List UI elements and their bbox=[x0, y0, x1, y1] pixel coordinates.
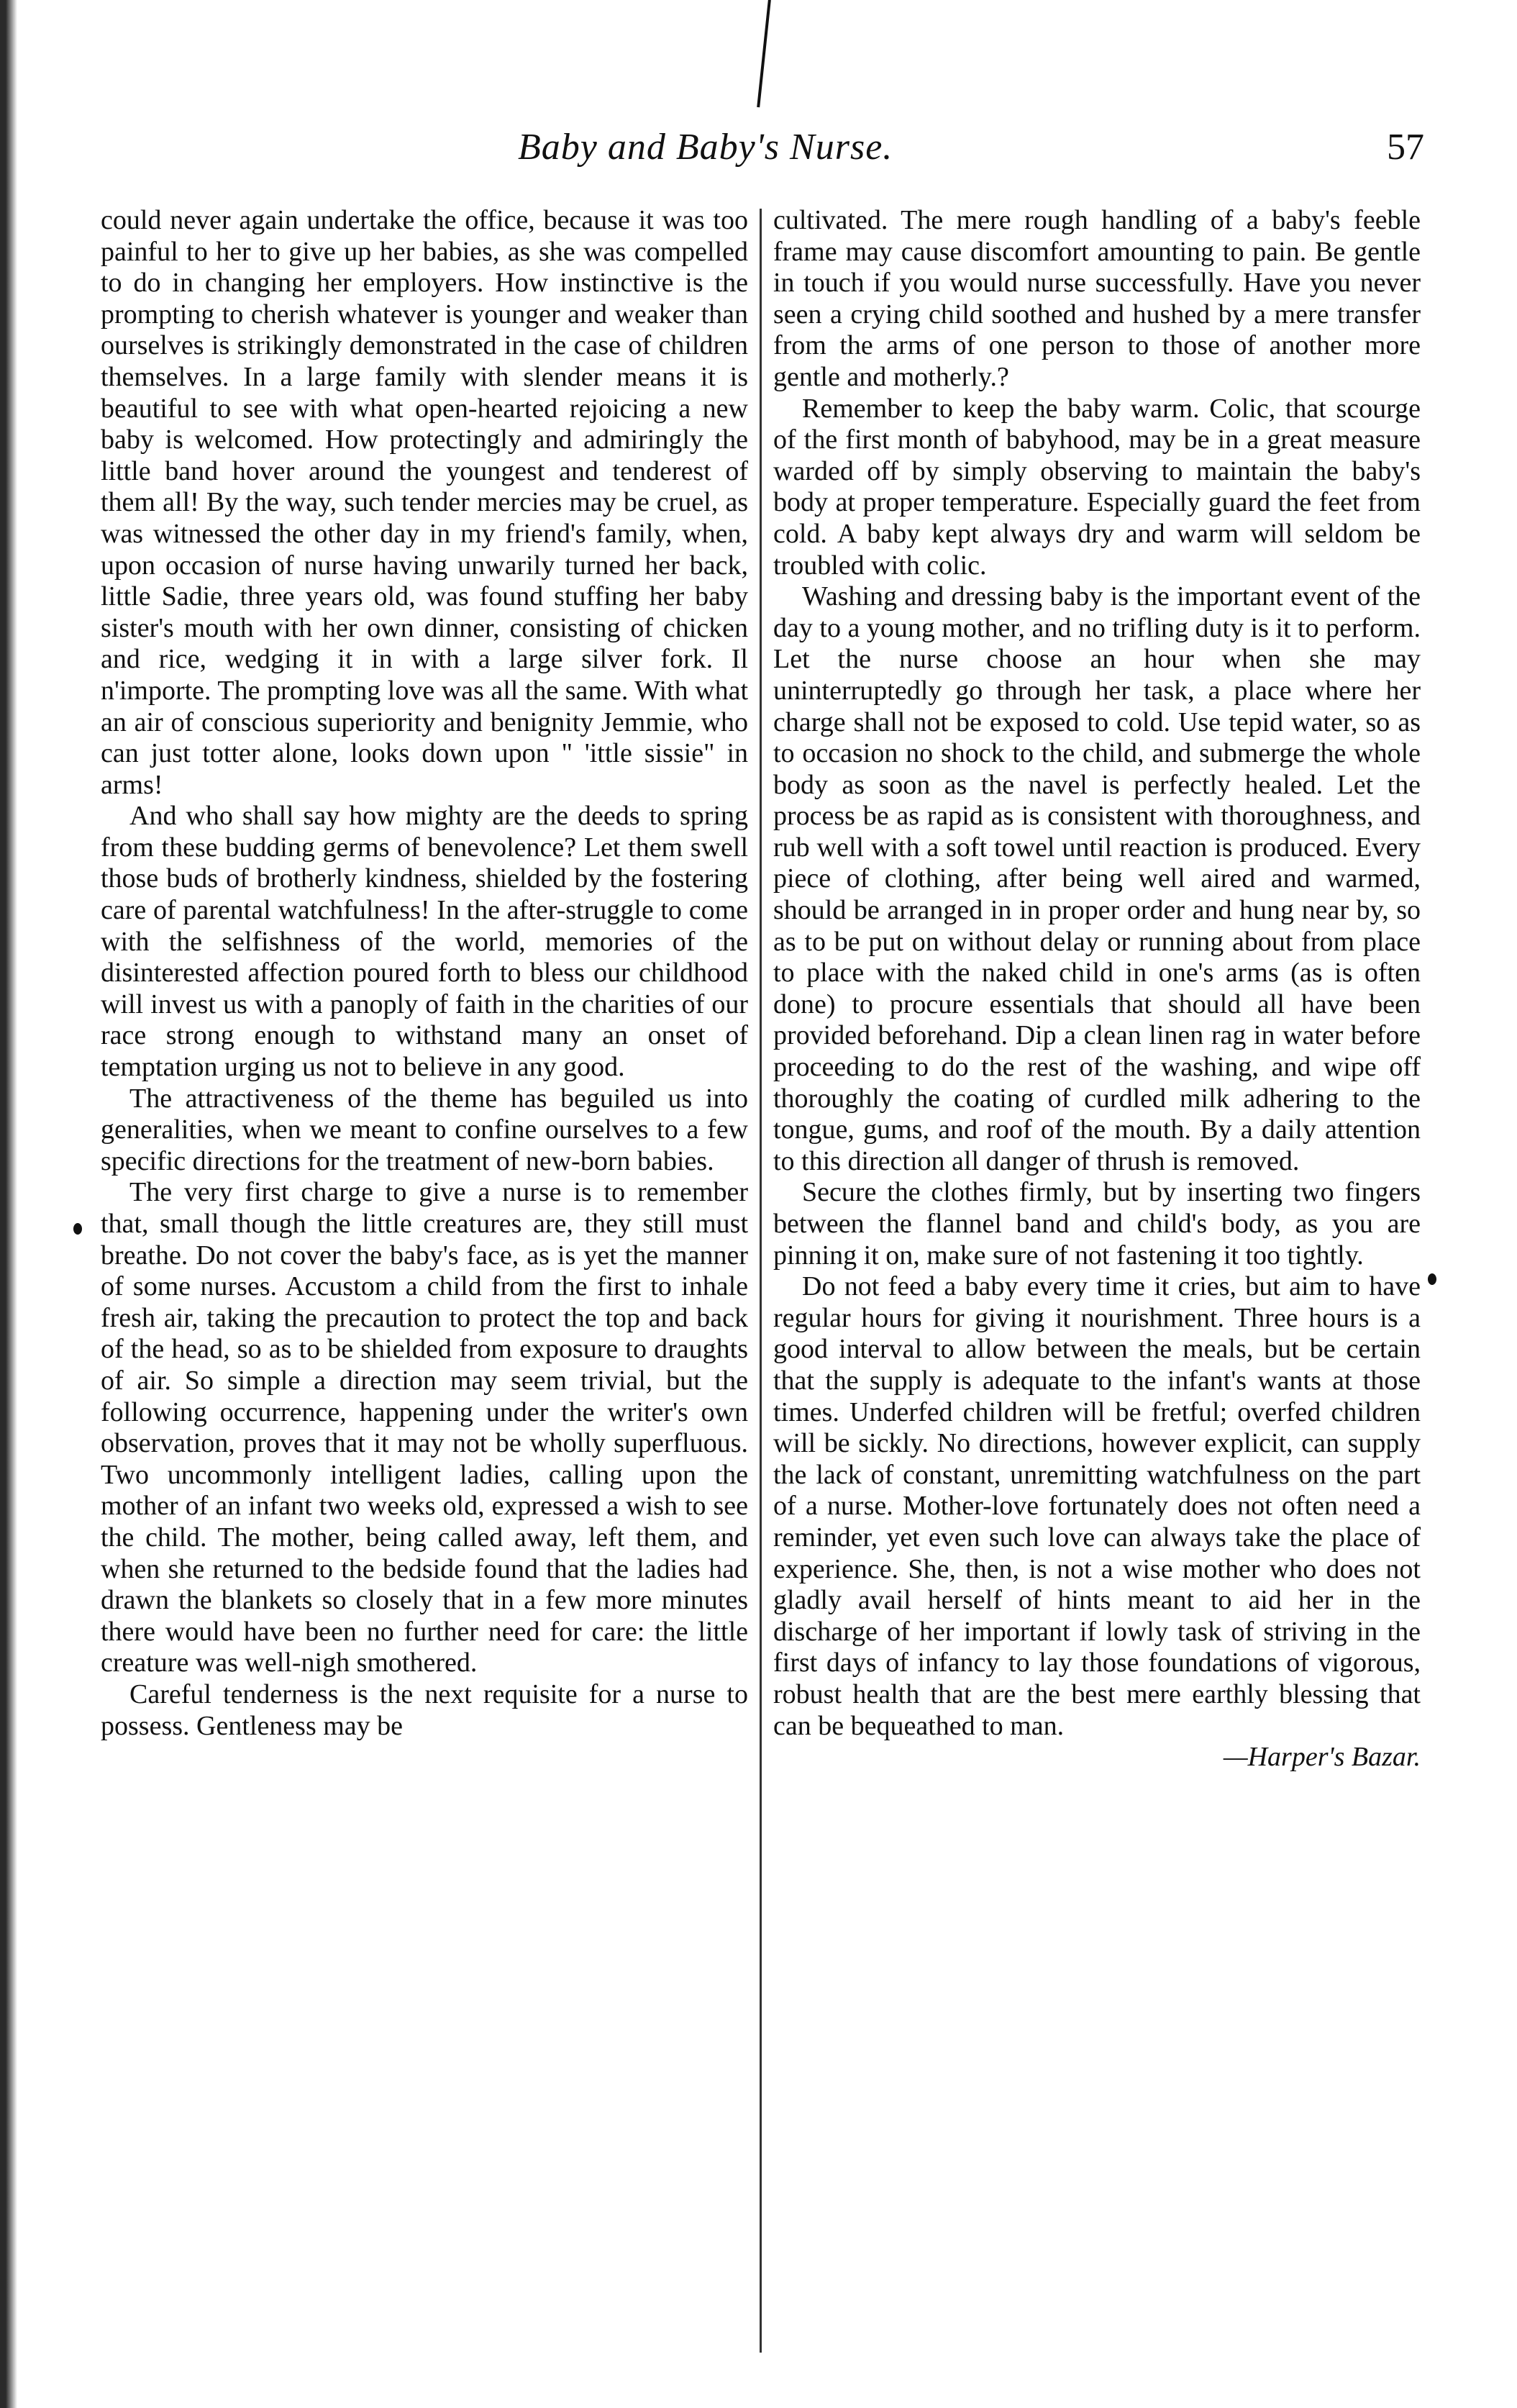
right-column bbox=[773, 205, 1421, 1773]
left-column bbox=[101, 205, 748, 1742]
page-header bbox=[101, 126, 1424, 191]
margin-ink-dot bbox=[1428, 1273, 1436, 1285]
right-paragraph-5: Do not feed a baby every time it cries, but aim to have regular hours for giving it nourishment. Three hours is a good interval to allow between the meals, but be certain that the supply is adequate to the infant's wants at those times. Underfed children will be fretful; overfed children will be sickly. No directions, however explicit, can supply the lack of constant, unremitting watchfulness on the part of a nurse. Mother-love fortunately does not often need a reminder, yet even such love can always take the place of experience. She, then, is not a wise mother who does not gladly avail herself of hints meant to aid her in the discharge of her important if lowly task of striving in the first days of infancy to lay those foundations of vigorous, robust health that are the best mere earthly blessing that can be bequeathed to man. bbox=[773, 1271, 1421, 1741]
left-paragraph-3: The attractiveness of the theme has beguiled us into generalities, when we meant to confine ourselves to a few specific directions for the treatment of new-born babies. bbox=[101, 1083, 748, 1176]
right-paragraph-2: Remember to keep the baby warm. Colic, that scourge of the first month of babyhood, may be in a great measure warded off by simply observing to maintain the baby's body at proper temperature. Especially guard the feet from cold. A baby kept always dry and warm will seldom be troubled with colic. bbox=[773, 393, 1421, 581]
left-paragraph-5: Careful tenderness is the next requisite for a nurse to possess. Gentleness may be bbox=[101, 1678, 748, 1741]
right-paragraph-1: cultivated. The mere rough handling of a baby's feeble frame may cause discomfort amounting to pain. Be gentle in touch if you would nurse successfully. Have you never seen a crying child soothed and hushed by a mere transfer from the arms of one person to those of another more gentle and motherly.? bbox=[773, 205, 1421, 392]
left-paragraph-2: And who shall say how mighty are the deeds to spring from these budding germs of benevolence? Let them swell those buds of brotherly kindness, shielded by the fostering care of parental watchfulness! In the after-struggle to come with the selfishness of the world, memories of the disinterested affection poured forth to bless our childhood will invest us with a panoply of faith in the charities of our race strong enough to withstand many an onset of temptation urging us not to believe in any good. bbox=[101, 801, 748, 1083]
left-paragraph-4: The very first charge to give a nurse is to remember that, small though the little creatures are, they still must breathe. Do not cover the baby's face, as is yet the manner of some nurses. Accustom a child from the first to inhale fresh air, taking the precaution to protect the top and back of the head, so as to be shielded from exposure to draughts of air. So simple a direction may seem trivial, but the following occurrence, happening under the writer's own observation, proves that it may not be wholly superfluous. Two uncommonly intelligent ladies, calling upon the mother of an infant two weeks old, expressed a wish to see the child. The mother, being called away, left them, and when she returned to the bedside found that the ladies had drawn the blankets so closely that in a few more minutes there would have been no further need for care: the little creature was well-nigh smothered. bbox=[101, 1177, 748, 1678]
scan-scratch-mark bbox=[757, 0, 778, 108]
right-paragraph-3: Washing and dressing baby is the important event of the day to a young mother, and no trifling duty is it to perform. Let the nurse choose an hour when she may uninterruptedly go through her task, a place where her charge shall not be exposed to cold. Use tepid water, so as to occasion no shock to the child, and submerge the whole body as soon as the navel is perfectly healed. Let the process be as rapid as is consistent with thoroughness, and rub well with a soft towel until reaction is produced. Every piece of clothing, after being well aired and warmed, should be arranged in in proper order and hung near by, so as to be put on without delay or running about from place to place with the naked child in one's arms (as is often done) to procure essentials that should all have been provided beforehand. Dip a clean linen rag in water before proceeding to do the rest of the washing, and wipe off thoroughly the coating of curdled milk adhering to the tongue, gums, and roof of the mouth. By a daily attention to this direction all danger of thrush is removed. bbox=[773, 581, 1421, 1176]
margin-ink-dot bbox=[73, 1223, 82, 1235]
left-paragraph-1: could never again undertake the office, because it was too painful to her to give up her babies, as she was compelled to do in changing her employers. How instinctive is the prompting to cherish whatever is younger and weaker than ourselves is strikingly demonstrated in the case of children themselves. In a large family with slender means it is beautiful to see with what open-hearted rejoicing a new baby is welcomed. How protectingly and admiringly the little band hover around the youngest and tenderest of them all! By the way, such tender mercies may be cruel, as was witnessed the other day in my friend's family, when, upon occasion of nurse having unwarily turned her back, little Sadie, three years old, was found stuffing her baby sister's mouth with her own dinner, consisting of chicken and rice, wedging it in with a large silver fork. Il n'importe. The prompting love was all the same. With what an air of conscious superiority and benignity Jemmie, who can just totter alone, looks down upon " 'ittle sissie" in arms! bbox=[101, 205, 748, 800]
scan-edge-shadow bbox=[0, 0, 43, 2408]
right-paragraph-4: Secure the clothes firmly, but by inserting two fingers between the flannel band and child's body, as you are pinning it on, make sure of not fastening it too tightly. bbox=[773, 1177, 1421, 1271]
article-source: —Harper's Bazar. bbox=[1223, 1742, 1421, 1773]
page-number: 57 bbox=[1387, 127, 1424, 168]
column-divider bbox=[760, 209, 762, 2353]
running-head: Baby and Baby's Nurse. bbox=[518, 127, 893, 168]
